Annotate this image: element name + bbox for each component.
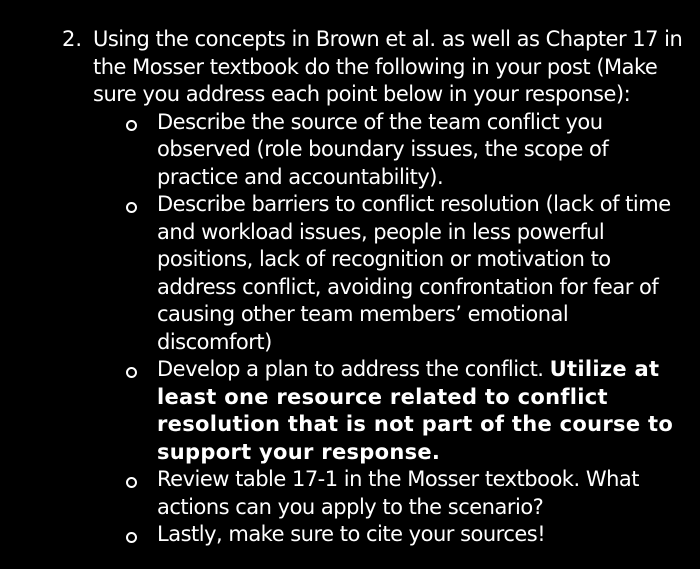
numbered-item (62, 26, 687, 549)
bullet-list (126, 109, 687, 549)
bullet-item-review (126, 466, 687, 521)
hollow-circle-bullet-icon (126, 532, 137, 543)
hollow-circle-bullet-icon (126, 477, 137, 488)
bullet-text: Develop a plan to address the conflict. (157, 357, 544, 381)
bullet-item-plan (126, 356, 687, 466)
bullet-text: Describe the source of the team conflict you observed (role boundary issues, the scope of practice and accountability). (157, 109, 609, 189)
item-intro-text: Using the concepts in Brown et al. as well as Chapter 17 in the Mosser textbook do the following in your post (Make sure you address each point below in your response): (93, 27, 683, 106)
bullet-item-cite (126, 521, 687, 549)
hollow-circle-bullet-icon (126, 367, 137, 378)
bullet-text: Review table 17-1 in the Mosser textbook. What actions can you apply to the scenario? (157, 467, 639, 519)
bullet-bold-text: Utilize at least one resource related to conflict resolution that is not part of the course to support your response. (157, 357, 674, 464)
bullet-item-barriers (126, 191, 687, 356)
item-number: 2. (62, 27, 83, 51)
hollow-circle-bullet-icon (126, 120, 137, 131)
hollow-circle-bullet-icon (126, 202, 137, 213)
bullet-text: Describe barriers to conflict resolution (lack of time and workload issues, people in less powerful positions, lack of recognition or motivation to address conflict, avoiding confrontation for fear of causing other team members’ emotional discomfort) (157, 192, 671, 354)
bullet-text: Lastly, make sure to cite your sources! (157, 522, 546, 546)
bullet-item-source (126, 109, 687, 192)
